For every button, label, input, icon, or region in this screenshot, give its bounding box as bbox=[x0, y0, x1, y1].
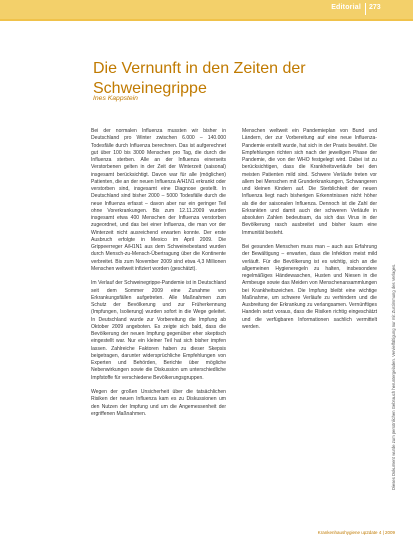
page-number: 273 bbox=[369, 4, 381, 11]
paragraph: Menschen weltweit ein Pandemieplan von Bund und Ländern, der zur Vorbereitung auf eine neue Influenza-Pandemie erstellt wurde, hat sich in der Praxis bewährt. Die Empfehlungen richten sich nach der jeweiligen Phase der Pandemie, die von der WHO festgelegt wird. Dabei ist zu berücksichtigen, dass die Krankheitsverläufe bei den meisten Patienten mild sind. Schwere Verläufe treten vor allem bei Menschen mit Grunderkrankungen, Schwangeren und kleinen Kindern auf. Die Sterblichkeit der neuen Influenza liegt nach bisherigen Erkenntnissen nicht höher als die der saisonalen Influenza. Dennoch ist die Zahl der Erkrankten und damit auch der schweren Verläufe in absoluten Zahlen bedeutsam, da sich das Virus in der Bevölkerung rasch ausbreitet und bisher kaum eine Immunität besteht. bbox=[242, 128, 377, 236]
article-title: Die Vernunft in den Zeiten der Schweinegrippe bbox=[93, 59, 306, 97]
section-label: Editorial bbox=[331, 4, 361, 11]
header-separator bbox=[365, 3, 366, 15]
text-column-right bbox=[242, 128, 377, 338]
header-rule bbox=[0, 19, 413, 21]
paragraph: Bei der normalen Influenza mussten wir bisher in Deutschland pro Winter zwischen 6.000 – 140.000 Todesfälle durch Influenza berechnen. Das ist aufgerechnet gut über 100 bis 3000 Menschen pro Tag, die durch die Influenza sterben. Alle an der Influenza einerseits Verstorbenen gelten in der Zeit der Winterzeit (saisonal) insgesamt berücksichtigt. Davon war für alle (möglichen) Patienten, die an der neuen Influenza A/H1N1 erkrankt oder verstorben sind, insgesamt eine Diagnose gestellt. In Deutschland sind bisher 2000 – 5000 Todesfälle durch die neue Influenza erfasst – davon aber nur ein geringer Teil ohne Vorerkrankungen. Bis zum 12.11.2009 wurden insgesamt etwa 400 Menschen der Influenza verstorben zugeordnet, und das bei einer Influenza, die man vor der Winterzeit nicht ausreichend erwarten konnte. Der erste Ausbruch erfolgte in Mexico im April 2009. Die Grippeerreger A/H1N1 aus dem Schweinebestand wurden durch Mensch-zu-Mensch-Übertragung über die Kontinente verbreitet. Bis zum November 2009 sind etwa 4,3 Millionen Menschen weltweit infiziert worden (geschätzt). bbox=[91, 128, 226, 272]
paragraph: Im Verlauf der Schweinegrippe-Pandemie ist in Deutschland seit dem Sommer 2009 eine Zunahme von Erkrankungsfällen aufgetreten. Alle Maßnahmen zum Schutz der Bevölkerung und zur Früherkennung (Impfungen, Isolierung) wurden sofort in die Wege geleitet. In Deutschland wurde zur Vorbereitung die Impfung ab Oktober 2009 angeboten. Es zeigte sich bald, dass die Bevölkerung der neuen Impfung gegenüber eher skeptisch eingestellt war. Nur ein kleiner Teil hat sich bisher impfen lassen. Zahlreiche Faktoren haben zu dieser Skepsis beigetragen, darunter widersprüchliche Empfehlungen von Experten und Behörden, Berichte über mögliche Nebenwirkungen sowie die Diskussion um unterschiedliche Impfstoffe für verschiedene Bevölkerungsgruppen. bbox=[91, 280, 226, 381]
text-column-left bbox=[91, 128, 226, 425]
article-author: Ines Kappstein bbox=[93, 95, 138, 102]
footer-citation: Krankenhaushygiene up2date 4 | 2009 bbox=[317, 530, 395, 535]
copyright-side-note: Dieses Dokument wurde zum persönlichen Gebrauch heruntergeladen. Vervielfältigung nur mit Zustimmung des Verlages. bbox=[391, 263, 396, 490]
paragraph: Wegen der großen Unsicherheit über die tatsächlichen Risiken der neuen Influenza kam es zu Diskussionen um den Nutzen der Impfung und um die Angemessenheit der ergriffenen Maßnahmen. bbox=[91, 389, 226, 417]
paragraph: Bei gesunden Menschen muss man – auch aus Erfahrung der Bewältigung – erwarten, dass die Infektion meist mild verläuft. Für die Bevölkerung ist es wichtig, sich an die allgemeinen Hygieneregeln zu halten, insbesondere regelmäßiges Händewaschen, Husten und Niesen in die Armbeuge sowie das Meiden von Menschenansammlungen bei Krankheitszeichen. Die Impfung bleibt eine wichtige Maßnahme, um schwere Verläufe zu verhindern und die Ausbreitung der Erkrankung zu verlangsamen. Vernünftiges Handeln setzt voraus, dass die Risiken richtig eingeschätzt und die verfügbaren Informationen sachlich vermittelt werden. bbox=[242, 244, 377, 330]
